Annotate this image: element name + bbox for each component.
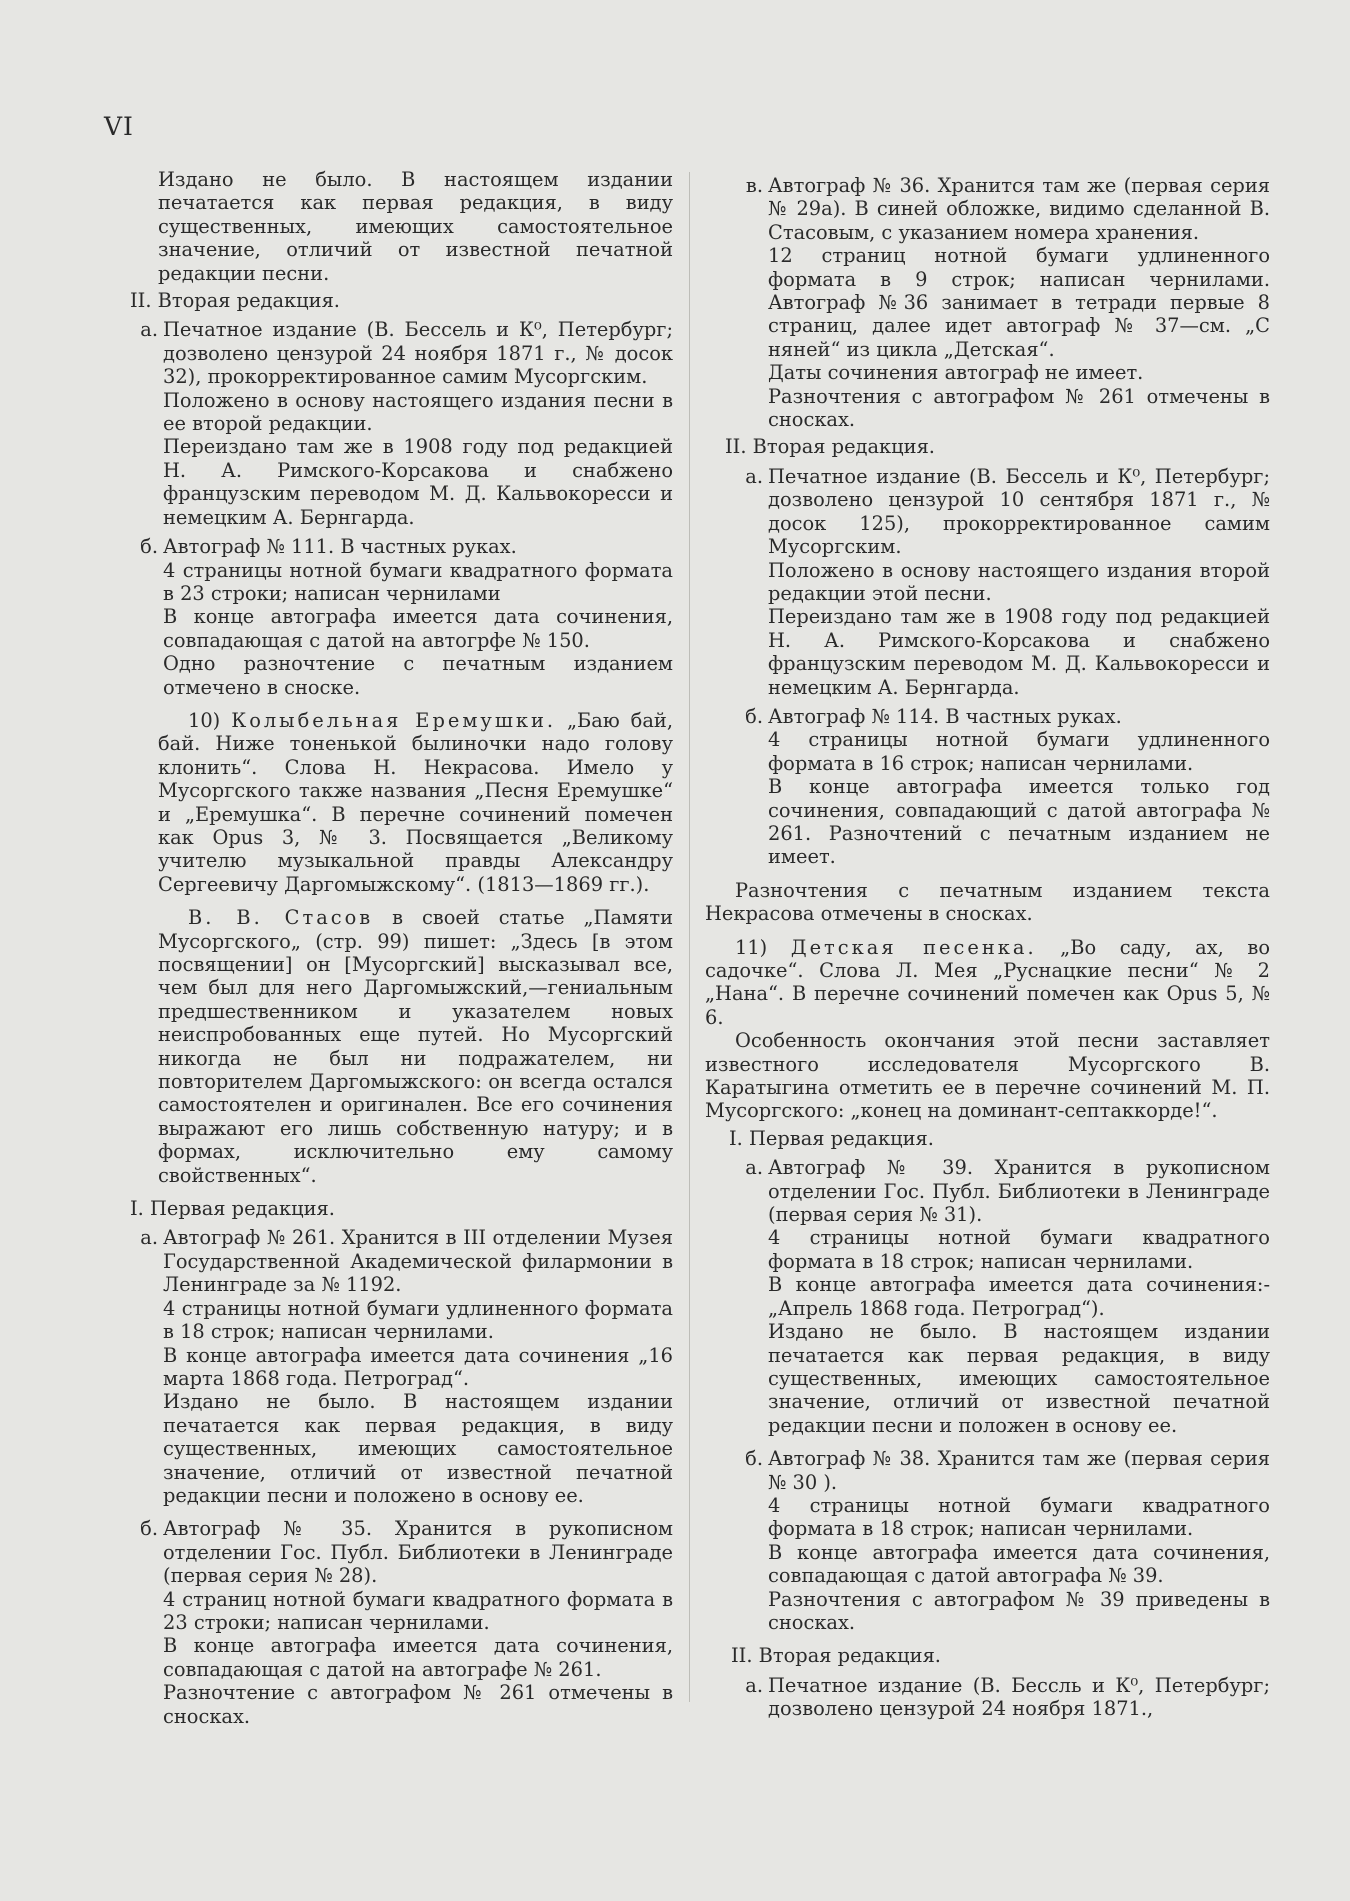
list-item: [735, 1447, 1270, 1634]
list-marker: б.: [745, 1447, 763, 1471]
list-text: Автограф № 35. Хранится в рукописном отделении Гос. Публ. Библиотеки в Ленинграде (первая серия № 28).: [163, 1517, 673, 1588]
list-marker: а.: [140, 1226, 158, 1250]
list-text: В конце автографа имеется только год сочинения, совпадающий с датой автографа № 261. Разночтений с печатным изданием не имеет.: [768, 775, 1270, 869]
list-text: 4 страницы нотной бумаги удлиненного формата в 18 строк; написан чернилами.: [163, 1296, 673, 1344]
list-text: Автограф № 111. В частных руках.: [163, 535, 517, 559]
list-marker: а.: [745, 1673, 763, 1697]
list-text: Положено в основу настоящего издания второй редакции этой песни.: [768, 558, 1270, 605]
list-marker: в.: [745, 174, 763, 197]
list-item: [735, 1674, 1270, 1721]
list-text: В конце автографа имеется дата сочинения, совпадающая с датой на автогрфе № 150.: [163, 605, 673, 652]
section-heading: II. Вторая редакция.: [130, 289, 340, 313]
list-text: Одно разночтение с печатным изданием отмечено в сноске.: [163, 652, 673, 699]
song-title: Детская песенка.: [790, 935, 1037, 959]
list-marker: а.: [140, 318, 158, 342]
list-marker: а.: [745, 464, 763, 488]
list-text: 12 страниц нотной бумаги удлиненного формата в 9 строк; написан чернилами. Автограф №36 занимает в тетради первые 8 страниц, далее идет автограф № 37—см. „С няней“ из цикла „Детская“.: [768, 244, 1270, 361]
section-heading: I. Первая редакция.: [729, 1126, 934, 1150]
list-text: Положено в основу настоящего издания песни в ее второй редакции.: [163, 388, 673, 436]
column-divider: [689, 172, 690, 1702]
paragraph-text: „Баю бай, бай. Ниже тоненькой былиночки надо голову клонить“. Слова Н. Некрасова. Имело у Мусоргского также названия „Песня Еремушке“ и „Еремушка“. В перечне сочинений помечен как Opus 3, № 3. Посвящается „Великому учителю музыкальной правды Александру Сергеевичу Даргомыжскому“. (1813—1869 гг.).: [158, 708, 673, 896]
list-text: Разночтения с автографом № 39 приведены в сносках.: [768, 1587, 1270, 1634]
list-item: [130, 535, 673, 699]
list-text: В конце автографа имеется дата сочинения, совпадающая с датой автографа № 39.: [768, 1540, 1270, 1588]
section-heading: II. Вторая редакция.: [725, 435, 935, 459]
list-item: [735, 1156, 1270, 1437]
list-text: 4 страницы нотной бумаги удлиненного формата в 16 строк; написан чернилами.: [768, 728, 1270, 775]
list-text: 4 страницы нотной бумаги квадратного формата в 23 строки; написан чернилами: [163, 558, 673, 605]
list-text: В конце автографа имеется дата сочинения:- „Апрель 1868 года. Петроград“).: [768, 1273, 1270, 1320]
list-text: Переиздано там же в 1908 году под редакцией Н. А. Римского-Корсакова и снабжено французским переводом М. Д. Кальвокоресси и немецким А. Бернгарда.: [163, 435, 673, 529]
list-item: [735, 465, 1270, 699]
list-marker: б.: [745, 704, 763, 728]
list-text: Разночтения с автографом № 261 отмечены в сносках.: [768, 384, 1270, 432]
author-name: В. В. Стасов: [188, 906, 374, 930]
list-item: [735, 705, 1270, 869]
section-heading: I. Первая редакция.: [130, 1197, 335, 1221]
list-marker: б.: [140, 1517, 158, 1541]
list-item: [735, 174, 1270, 431]
list-item: [130, 1517, 673, 1728]
list-text: Автограф № 261. Хранится в III отделении Музея Государственной Академической филармонии в Ленинграде за № 1192.: [163, 1226, 673, 1297]
paragraph-text: „Во саду, ах, во садочке“. Слова Л. Мея „Руснацкие песни“ № 2 „Нана“. В перечне сочинений помечен как Opus 5, № 6.: [705, 935, 1270, 1029]
left-column: [130, 168, 673, 1728]
page-number: VI: [104, 112, 134, 141]
list-text: Печатное издание (В. Бессель и К⁰, Петербург; дозволено цензурой 10 сентября 1871 г., № досок 125), прокорректированное самим Мусоргским.: [768, 464, 1270, 559]
section-heading: II. Вторая редакция.: [731, 1644, 941, 1668]
list-marker: а.: [745, 1156, 763, 1180]
list-text: Переиздано там же в 1908 году под редакцией Н. А. Римского-Корсакова и снабжено французским переводом М. Д. Кальвокоресси и немецким А. Бернгарда.: [768, 605, 1270, 699]
paragraph-text: в своей статье „Памяти Мусоргского„ (стр. 99) пишет: „Здесь [в этом посвящении] он [Мусоргский] высказывал все, чем был для него Даргомыжский,—гениальным предшественником и указателем новых неиспробованных еще путей. Но Мусоргский никогда не был ни подражателем, ни повторителем Даргомыжского: он всегда остался самостоятелен и оригинален. Все его сочинения выражают его лишь собственную натуру; и в формах, исключительно ему самому свойственных“.: [158, 906, 673, 1187]
paragraph: Издано не было. В настоящем издании печатается как первая редакция, в виду существенных, имеющих самостоятельное значение, отличий от известной печатной редакции песни.: [158, 168, 673, 285]
list-text: Автограф № 39. Хранится в рукописном отделении Гос. Публ. Библиотеки в Ленинграде (первая серия № 31).: [768, 1156, 1270, 1227]
list-text: Даты сочинения автограф не имеет.: [768, 361, 1144, 385]
list-text: Издано не было. В настоящем издании печатается как первая редакция, в виду существенных, имеющих самостоятельное значение, отличий от известной печатной редакции песни и положен в основу ее.: [768, 1320, 1270, 1437]
list-text: 4 страницы нотной бумаги квадратного формата в 18 строк; написан чернилами.: [768, 1226, 1270, 1273]
list-text: 4 страниц нотной бумаги квадратного формата в 23 строки; написан чернилами.: [163, 1587, 673, 1634]
paragraph: [158, 906, 673, 1187]
paragraph: Особенность окончания этой песни заставляет известного исследователя Мусоргского В. Каратыгина отметить ее в перечне сочинений М. П. Мусоргского: „конец на доминант-септаккорде!“.: [705, 1029, 1270, 1123]
list-item: [130, 318, 673, 529]
list-text: Автограф № 38. Хранится там же (первая серия № 30 ).: [768, 1447, 1270, 1494]
item-number: 10): [188, 708, 221, 732]
list-text: Разночтение с автографом № 261 отмечены в сносках.: [163, 1681, 673, 1728]
list-text: Печатное издание (В. Бессль и К⁰, Петербург; дозволено цензурой 24 ноября 1871.,: [768, 1673, 1270, 1721]
list-text: Издано не было. В настоящем издании печатается как первая редакция, в виду существенных, имеющих самостоятельное значение, отличий от известной печатной редакции песни и положено в основу ее.: [163, 1390, 673, 1507]
list-text: В конце автографа имеется дата сочинения, совпадающая с датой на автографе № 261.: [163, 1634, 673, 1681]
list-text: Автограф № 36. Хранится там же (первая серия № 29а). В синей обложке, видимо сделанной В. Стасовым, с указанием номера хранения.: [768, 174, 1270, 244]
paragraph: Разночтения с печатным изданием текста Некрасова отмечены в сносках.: [705, 878, 1270, 926]
list-marker: б.: [140, 535, 158, 559]
list-text: 4 страницы нотной бумаги квадратного формата в 18 строк; написан чернилами.: [768, 1493, 1270, 1541]
list-text: Автограф № 114. В частных руках.: [768, 704, 1122, 728]
list-item: [130, 1226, 673, 1507]
song-title: Колыбельная Еремушки.: [231, 708, 557, 732]
right-column: [705, 168, 1270, 1721]
paragraph: [158, 709, 673, 896]
list-text: Печатное издание (В. Бессель и К⁰, Петербург; дозволено цензурой 24 ноября 1871 г., № досок 32), прокорректированное самим Мусоргским.: [163, 318, 673, 389]
item-number: 11): [735, 935, 768, 959]
paragraph: [705, 936, 1270, 1030]
list-text: В конце автографа имеется дата сочинения „16 марта 1868 года. Петроград“.: [163, 1343, 673, 1390]
